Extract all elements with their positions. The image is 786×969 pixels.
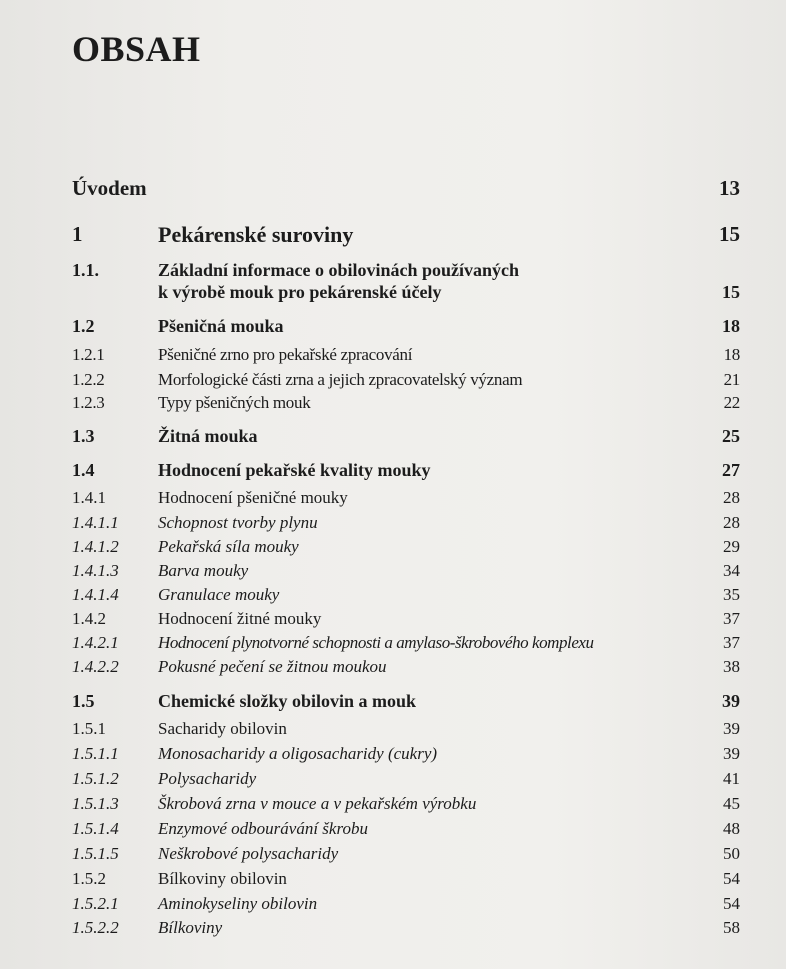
toc-number: 1.4.1.3 <box>72 561 119 580</box>
toc-label: Neškrobové polysacharidy <box>158 844 339 863</box>
toc-page-number: 18 <box>723 345 740 364</box>
toc-number: 1.5.1 <box>72 719 106 738</box>
toc-page-number: 39 <box>722 691 740 711</box>
toc-number: 1.4.1.1 <box>72 513 119 532</box>
toc-entry-chapter-1[interactable] <box>72 222 740 248</box>
toc-label: Schopnost tvorby plynu <box>158 513 318 532</box>
toc-entry-1-5-1-3[interactable] <box>72 794 740 814</box>
toc-page-number: 25 <box>722 426 740 446</box>
toc-label: Monosacharidy a oligosacharidy (cukry) <box>158 744 438 763</box>
toc-entry-1-5[interactable] <box>72 691 740 712</box>
toc-label: Pšeničné zrno pro pekařské zpracování <box>158 345 413 364</box>
toc-page-number: 38 <box>723 657 740 676</box>
toc-entry-intro[interactable] <box>72 176 740 201</box>
toc-page-number: 54 <box>723 894 740 913</box>
toc-entry-1-5-2-1[interactable] <box>72 894 740 914</box>
toc-label: Morfologické části zrna a jejich zpracovatelský význam <box>158 370 523 389</box>
toc-label: Bílkoviny <box>158 918 223 937</box>
toc-entry-1-4-1-1[interactable] <box>72 513 740 533</box>
page-title: OBSAH <box>72 29 201 69</box>
toc-page-number: 41 <box>723 769 740 788</box>
toc-entry-1-2[interactable] <box>72 316 740 337</box>
toc-label: Žitná mouka <box>158 426 258 446</box>
toc-page-number: 54 <box>723 869 740 888</box>
toc-label: Škrobová zrna v mouce a v pekařském výrobku <box>158 794 477 813</box>
toc-label: Pekárenské suroviny <box>158 222 354 247</box>
toc-page-number: 39 <box>723 744 740 763</box>
toc-number: 1.5 <box>72 691 95 711</box>
toc-page-number: 29 <box>723 537 740 556</box>
toc-label: Pšeničná mouka <box>158 316 284 336</box>
toc-number: 1.2.3 <box>72 393 105 412</box>
toc-number: 1.2.1 <box>72 345 105 364</box>
toc-number: 1.5.1.2 <box>72 769 119 788</box>
toc-entry-1-4-2-1[interactable] <box>72 633 740 653</box>
toc-number: 1 <box>72 222 83 246</box>
toc-entry-1-5-2[interactable] <box>72 869 740 889</box>
toc-entry-1-4-2[interactable] <box>72 609 740 629</box>
toc-label: Barva mouky <box>158 561 249 580</box>
toc-page-number: 37 <box>723 609 740 628</box>
toc-label: Chemické složky obilovin a mouk <box>158 691 417 711</box>
toc-number: 1.4.1 <box>72 488 106 507</box>
toc-page-number: 15 <box>722 282 740 302</box>
toc-number: 1.4.2.1 <box>72 633 119 652</box>
toc-label: Bílkoviny obilovin <box>158 869 287 888</box>
toc-page-number: 27 <box>722 460 740 480</box>
toc-label: Pokusné pečení se žitnou moukou <box>158 657 387 676</box>
toc-number: 1.2 <box>72 316 95 336</box>
toc-number: 1.5.2.2 <box>72 918 119 937</box>
toc-page-number: 39 <box>723 719 740 738</box>
toc-label: Hodnocení plynotvorné schopnosti a amylaso-škrobového komplexu <box>158 633 594 652</box>
toc-page-number: 45 <box>723 794 740 813</box>
toc-number: 1.4.2 <box>72 609 106 628</box>
toc-label: Pekařská síla mouky <box>158 537 299 556</box>
toc-entry-1-1[interactable] <box>72 259 740 303</box>
toc-number: 1.1. <box>72 260 99 280</box>
toc-page-number: 15 <box>719 222 740 246</box>
toc-page-number: 28 <box>723 513 740 532</box>
toc-entry-1-2-2[interactable] <box>72 370 740 390</box>
toc-number: 1.5.2.1 <box>72 894 119 913</box>
toc-page-number: 18 <box>722 316 740 336</box>
toc-entry-1-4[interactable] <box>72 460 740 481</box>
toc-number: 1.5.2 <box>72 869 106 888</box>
toc-entry-1-5-2-2[interactable] <box>72 918 740 938</box>
toc-entry-1-4-1-3[interactable] <box>72 561 740 581</box>
toc-label: Sacharidy obilovin <box>158 719 287 738</box>
toc-entry-1-2-1[interactable] <box>72 345 740 365</box>
toc-page-number: 50 <box>723 844 740 863</box>
toc-page-number: 34 <box>723 561 740 580</box>
toc-label: Polysacharidy <box>158 769 257 788</box>
toc-page-number: 13 <box>719 176 740 200</box>
toc-entry-1-3[interactable] <box>72 426 740 447</box>
toc-label-multiline <box>158 259 680 303</box>
toc-label: Granulace mouky <box>158 585 280 604</box>
toc-number: 1.5.1.4 <box>72 819 119 838</box>
toc-entry-1-4-2-2[interactable] <box>72 657 740 677</box>
toc-page-number: 37 <box>723 633 740 652</box>
toc-entry-1-4-1[interactable] <box>72 488 740 508</box>
toc-label: Hodnocení žitné mouky <box>158 609 322 628</box>
toc-page-number: 22 <box>723 393 740 412</box>
toc-entry-1-4-1-2[interactable] <box>72 537 740 557</box>
toc-entry-1-5-1-2[interactable] <box>72 769 740 789</box>
toc-label: Úvodem <box>72 176 147 200</box>
toc-entry-1-5-1-5[interactable] <box>72 844 740 864</box>
toc-label: Enzymové odbourávání škrobu <box>158 819 368 838</box>
toc-number: 1.4.1.2 <box>72 537 119 556</box>
toc-page-number: 21 <box>723 370 740 389</box>
toc-number: 1.3 <box>72 426 95 446</box>
toc-number: 1.2.2 <box>72 370 105 389</box>
toc-label-line-2: k výrobě mouk pro pekárenské účely <box>158 282 442 302</box>
toc-page-number: 28 <box>723 488 740 507</box>
toc-number: 1.5.1.3 <box>72 794 119 813</box>
toc-number: 1.5.1.5 <box>72 844 119 863</box>
toc-entry-1-4-1-4[interactable] <box>72 585 740 605</box>
toc-page-number: 58 <box>723 918 740 937</box>
toc-page-number: 48 <box>723 819 740 838</box>
toc-number: 1.4 <box>72 460 95 480</box>
toc-label: Typy pšeničných mouk <box>158 393 311 412</box>
toc-label-line-1: Základní informace o obilovinách používaných <box>158 260 520 280</box>
toc-entry-1-5-1-4[interactable] <box>72 819 740 839</box>
toc-number: 1.4.1.4 <box>72 585 119 604</box>
toc-number: 1.5.1.1 <box>72 744 119 763</box>
toc-label: Aminokyseliny obilovin <box>158 894 318 913</box>
toc-entry-1-5-1-1[interactable] <box>72 744 740 764</box>
toc-entry-1-5-1[interactable] <box>72 719 740 739</box>
toc-label: Hodnocení pšeničné mouky <box>158 488 348 507</box>
toc-number: 1.4.2.2 <box>72 657 119 676</box>
toc-label: Hodnocení pekařské kvality mouky <box>158 460 431 480</box>
toc-entry-1-2-3[interactable] <box>72 393 740 413</box>
toc-page-number: 35 <box>723 585 740 604</box>
